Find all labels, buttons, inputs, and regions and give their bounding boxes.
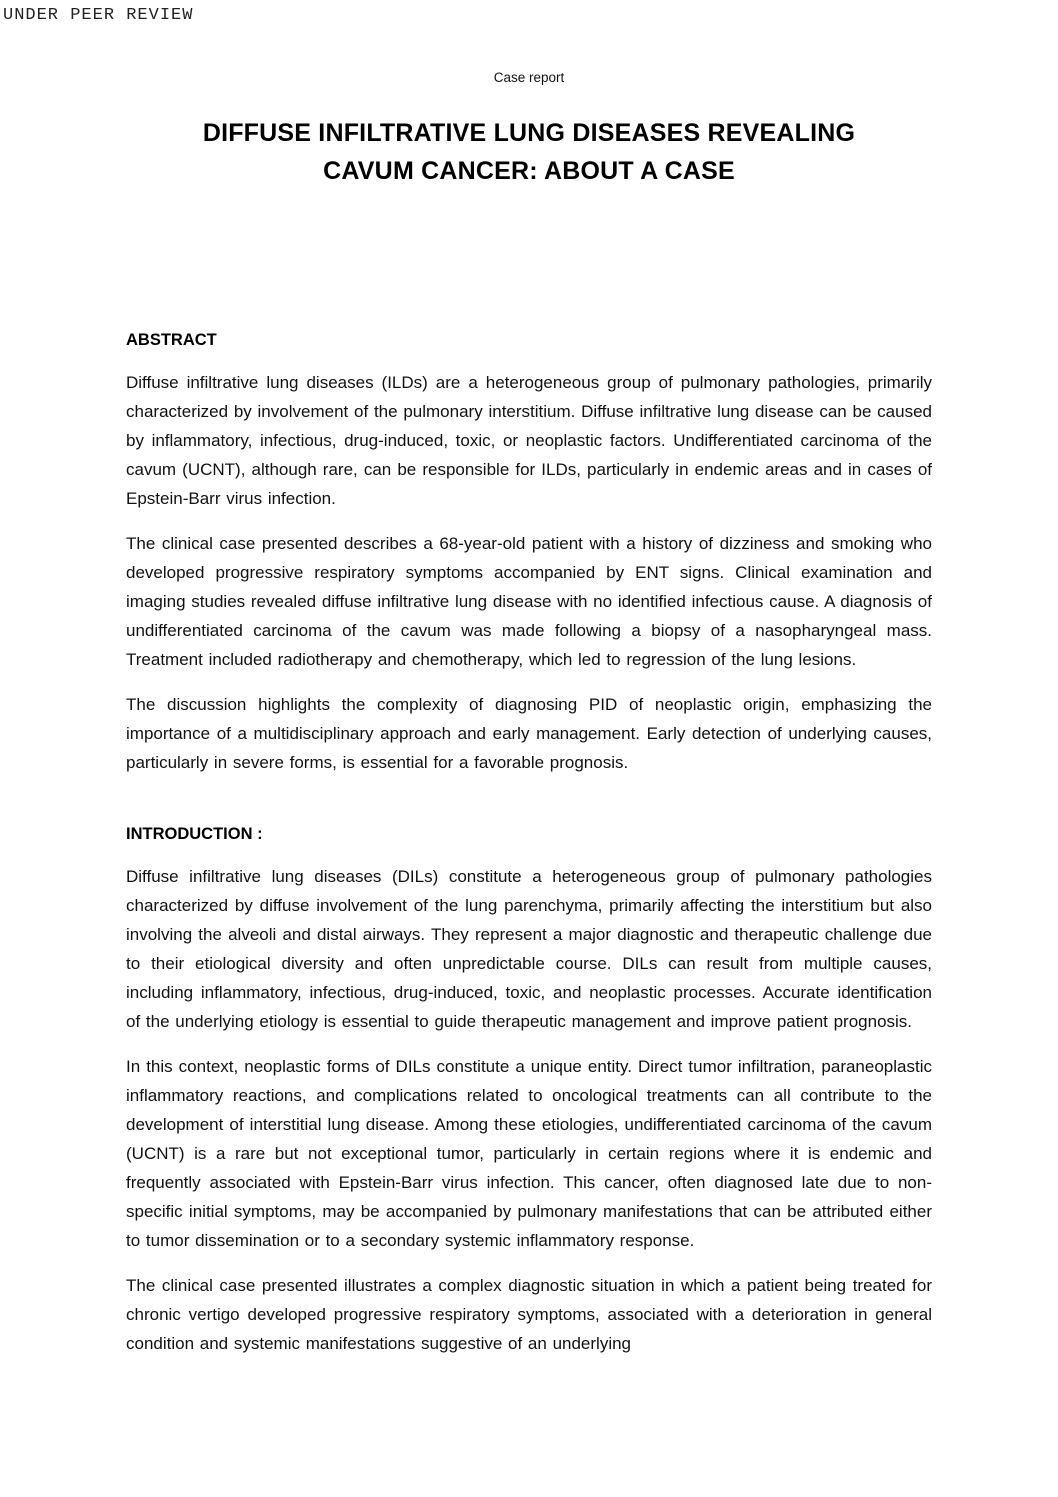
abstract-paragraph: The discussion highlights the complexity of diagnosing PID of neoplastic origin, emphasizing the importance of a multidisciplinary approach and early management. Early detection of underlying causes, particularly in severe forms, is essential for a favorable prognosis.	[126, 695, 932, 772]
paper-title: DIFFUSE INFILTRATIVE LUNG DISEASES REVEALING CAVUM CANCER: ABOUT A CASE	[202, 119, 856, 185]
abstract-paragraph: Diffuse infiltrative lung diseases (ILDs) are a heterogeneous group of pulmonary pathologies, primarily characterized by involvement of the pulmonary interstitium. Diffuse infiltrative lung disease can be caused by inflammatory, infectious, drug-induced, toxic, or neoplastic factors. Undifferentiated carcinoma of the cavum (UCNT), although rare, can be responsible for ILDs, particularly in endemic areas and in cases of Epstein-Barr virus infection.	[126, 373, 932, 508]
peer-review-watermark: UNDER PEER REVIEW	[3, 6, 194, 25]
introduction-paragraph: The clinical case presented illustrates a complex diagnostic situation in which a patient being treated for chronic vertigo developed progressive respiratory symptoms, associated with a deterioration in general condition and systemic manifestations suggestive of an underlying	[126, 1276, 932, 1353]
introduction-paragraph: Diffuse infiltrative lung diseases (DILs) constitute a heterogeneous group of pulmonary pathologies characterized by diffuse involvement of the lung parenchyma, primarily affecting the interstitium but also involving the alveoli and distal airways. They represent a major diagnostic and therapeutic challenge due to their etiological diversity and often unpredictable course. DILs can result from multiple causes, including inflammatory, infectious, drug-induced, toxic, and neoplastic processes. Accurate identification of the underlying etiology is essential to guide therapeutic management and improve patient prognosis.	[126, 867, 932, 1031]
doc-type-label: Case report	[493, 70, 565, 85]
abstract-heading: ABSTRACT	[126, 331, 217, 349]
abstract-paragraph: The clinical case presented describes a 68-year-old patient with a history of dizziness and smoking who developed progressive respiratory symptoms accompanied by ENT signs. Clinical examination and imaging studies revealed diffuse infiltrative lung disease with no identified infectious cause. A diagnosis of undifferentiated carcinoma of the cavum was made following a biopsy of a nasopharyngeal mass. Treatment included radiotherapy and chemotherapy, which led to regression of the lung lesions.	[126, 534, 932, 669]
introduction-paragraph: In this context, neoplastic forms of DILs constitute a unique entity. Direct tumor infiltration, paraneoplastic inflammatory reactions, and complications related to oncological treatments can all contribute to the development of interstitial lung disease. Among these etiologies, undifferentiated carcinoma of the cavum (UCNT) is a rare but not exceptional tumor, particularly in certain regions where it is endemic and frequently associated with Epstein-Barr virus infection. This cancer, often diagnosed late due to non-specific initial symptoms, may be accompanied by pulmonary manifestations that can be attributed either to tumor dissemination or to a secondary systemic inflammatory response.	[126, 1057, 932, 1250]
introduction-heading: INTRODUCTION :	[126, 825, 263, 843]
